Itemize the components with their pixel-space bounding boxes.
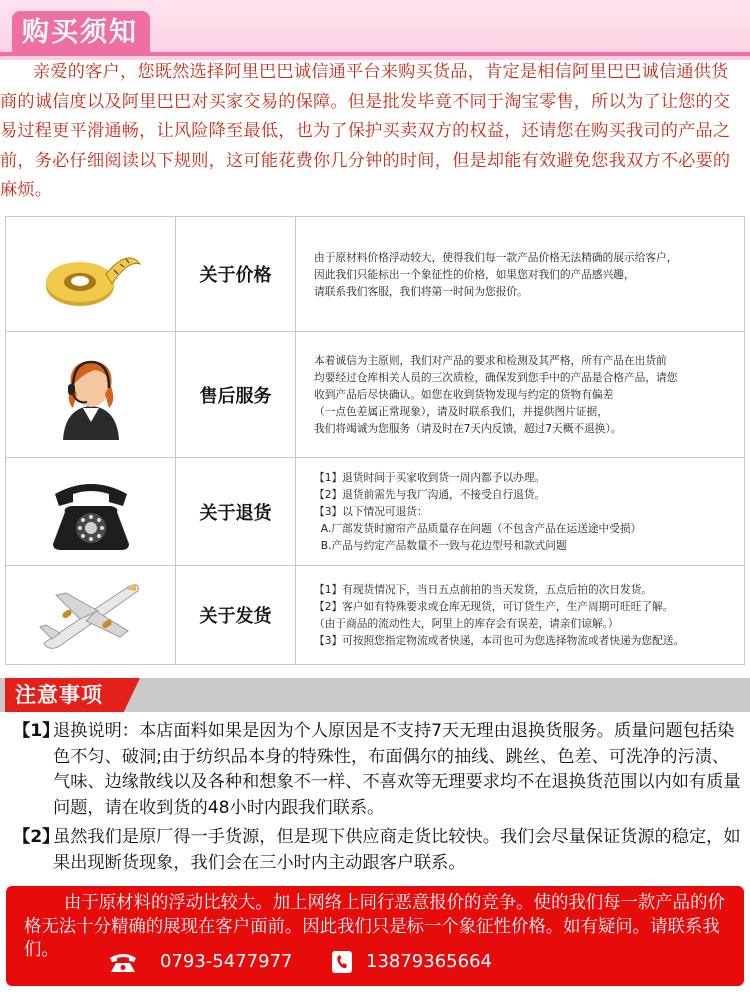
notice-item-number: 【1】 [13,721,60,741]
section-line: 请联系我们客服，我们将第一时间为您报价。 [314,284,528,298]
notice-title: 注意事项 [15,683,103,707]
phone-number: 0793-5477977 [160,951,293,972]
section-line: 由于原材料价格浮动较大，使得我们每一款产品价格无法精确的展示给客户， [314,250,678,264]
tape-measure-icon [36,234,146,314]
airplane-icon [36,575,146,655]
section-text-return [296,458,745,566]
contact-box [6,886,744,986]
section-label-shipping: 关于发货 [176,566,296,665]
section-line: 【2】客户如有特殊要求或仓库无现货，可订货生产，生产周期可旺旺了解。 [314,600,674,613]
section-line: A.厂部发货时窗帘产品质量存在问题（不包含产品在运送途中受损） [314,522,642,535]
table-row-return [6,458,745,566]
section-line: 【1】有现货情况下，当日五点前拍的当天发货，五点后拍的次日发货。 [314,583,653,596]
section-text-shipping [296,566,745,665]
section-line: 【3】以下情况可退货： [314,505,428,518]
section-label-service: 售后服务 [176,332,296,458]
notice-item [13,825,745,876]
table-row-service [6,332,745,458]
section-line: 【2】退货前需先与我厂沟通，不接受自行退货。 [314,488,546,501]
section-label-price: 关于价格 [176,217,296,332]
notice-item-text: 退换说明：本店面料如果是因为个人原因是不支持7天无理由退换货服务。质量问题包括染色不匀、破洞;由于纺织品本身的特殊性，布面偶尔的抽线、跳丝、色差、可洗净的污渍、气味、边缘散线以及各种和想象不一样、不喜欢等无理要求均不在退换货范围以内如有质量问题，请在收到货的48小时内跟我们联系。 [53,721,741,818]
section-line: 收到产品后尽快确认。如您在收到货物发现与约定的货物有偏差 [314,388,614,401]
section-label-return: 关于退货 [176,458,296,566]
purchase-info-table [5,216,745,665]
contact-message: 由于原材料的浮动比较大。加上网络上同行恶意报价的竞争。使的我们每一款产品的价格无法十分精确的展现在客户面前。因此我们只是标一个象征性价格。如有疑问。请联系我们。 [24,893,725,960]
section-line: 我们将竭诚为您服务（请及时在7天内反馈，超过7天概不退换）。 [314,422,622,435]
customer-service-icon [51,350,131,440]
section-line: 因此我们只能标出一个象征性的价格，如果您对我们的产品感兴趣， [314,267,635,281]
section-text-price [296,217,745,332]
section-line: 均要经过仓库相关人员的三次质检，确保发到您手中的产品是合格产品，请您 [314,371,678,384]
mobile-phone-icon [330,950,354,974]
notice-item [13,719,745,821]
table-row-price [6,217,745,332]
section-line: （由于商品的流动性大，阿里上的库存会有误差，请亲们谅解。） [314,617,619,630]
intro-paragraph: 亲爱的客户，您既然选择阿里巴巴诚信通平台来购买货品，肯定是相信阿里巴巴诚信通供货商的诚信度以及阿里巴巴对买家交易的保障。但是批发毕竟不同于淘宝零售，所以为了让您的交易过程更平滑通畅，让风险降至最低，也为了保护买卖双方的权益，还请您在购买我司的产品之前，务必仔细阅读以下规则，这可能花费你几分钟的时间，但是却能有效避免您我双方不必要的麻烦。 [0,62,731,200]
notice-item-text: 虽然我们是原厂得一手货源，但是现下供应商走货比较快。我们会尽量保证货源的稳定，如果出现断货现象，我们会在三小时内主动跟客户联系。 [53,827,741,873]
section-line: B.产品与约定产品数量不一致与花边型号和款式问题 [314,539,567,552]
section-line: 本着诚信为主原则，我们对产品的要求和检测及其严格，所有产品在出货前 [314,354,667,367]
telephone-icon [41,472,141,552]
telephone-icon [108,950,138,974]
notice-list [13,719,745,880]
table-row-shipping [6,566,745,665]
section-line: （一点色差属正常现象），请及时联系我们，并提供图片证据， [314,405,608,418]
mobile-number: 13879365664 [366,951,492,972]
section-line: 【3】可按照您指定物流或者快递，本司也可为您选择物流或者快递为您配送。 [314,634,685,647]
section-line: 【1】退货时间于买家收到货一周内都予以办理。 [314,471,546,484]
page-title: 购买须知 [22,17,138,48]
notice-item-number: 【2】 [13,827,60,847]
section-text-service [296,332,745,458]
